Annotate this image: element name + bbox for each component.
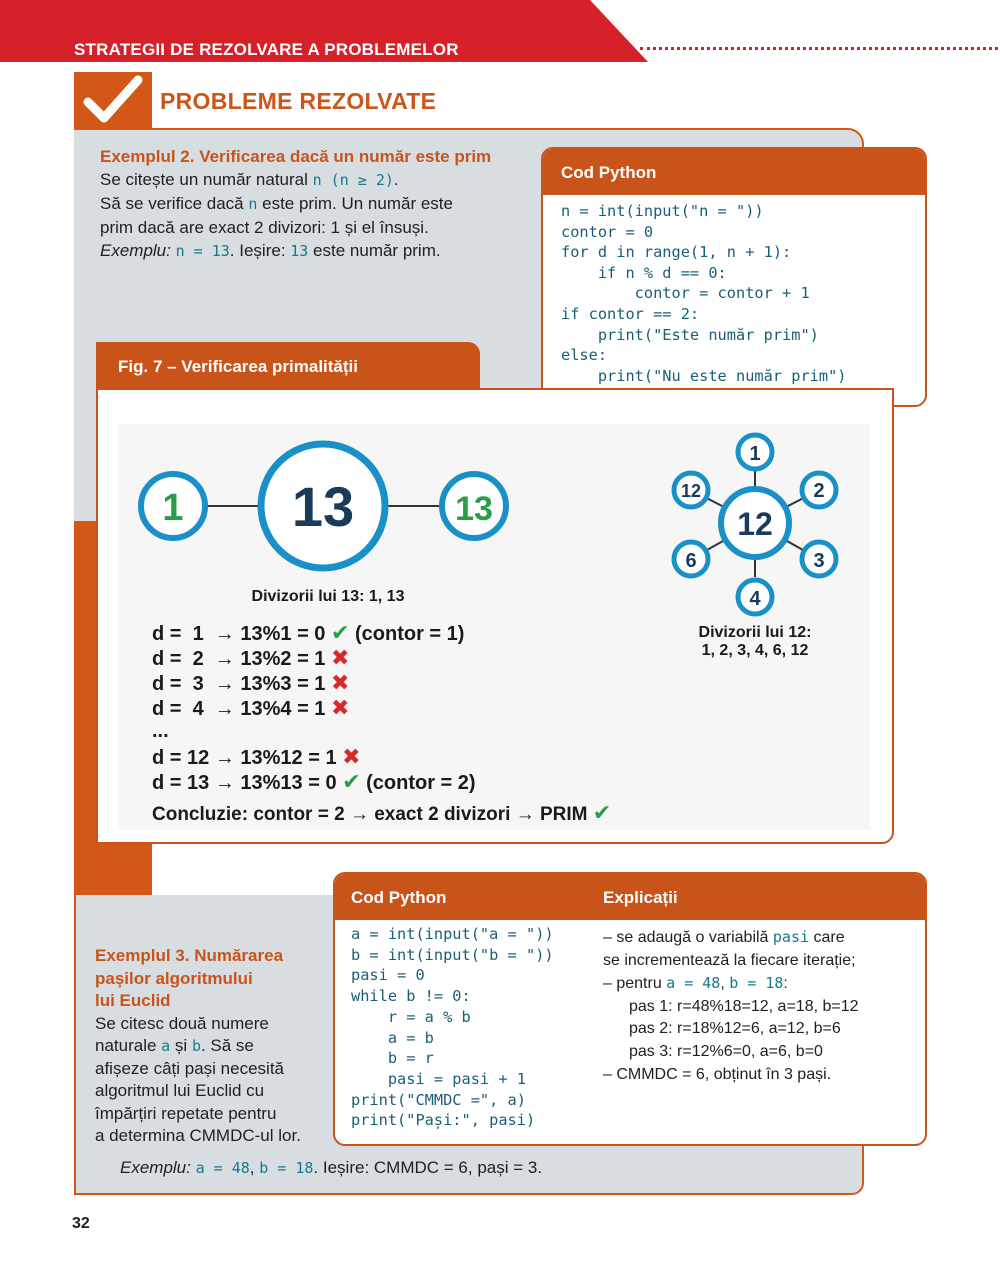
python-code-2 [351, 924, 554, 1131]
explanations-title: Explicații [603, 888, 678, 907]
code-line: for d in range(1, n + 1): [561, 243, 792, 262]
box-header [335, 874, 925, 920]
code-line: a = int(input("a = ")) [351, 925, 554, 943]
step-line: pas 3: r=12%6=0, a=6, b=0 [629, 1042, 823, 1060]
trace-line: d = 2 → 13%2 = 1 ✖ [152, 645, 350, 670]
figure-illustration [118, 424, 870, 830]
example2-line: Se citește un număr natural n (n ≥ 2). [100, 170, 399, 189]
step-line: pas 1: r=48%18=12, a=18, b=12 [629, 997, 859, 1015]
conclusion-line: Concluzie: contor = 2 → exact 2 divizori → PRIM ✔ [152, 800, 612, 825]
page-number: 32 [72, 1215, 90, 1232]
divisor-label: 1 [162, 487, 184, 529]
code-line: else: [561, 346, 608, 365]
code-line: contor = 0 [561, 222, 654, 241]
explanations-text: – se adaugă o variabilă pasi care se incrementează la fiecare iterație; – pentru a = 48, b = 18: pas 1: r=48%18=12, a=18, b=12 pas 2: r=18%12=6, a=12, b=6 pas 3: r=12%6=0, a=6, b=0 – CMMDC = 6, obținut în 3 pași. [603, 926, 921, 1086]
section-icon-box [74, 72, 152, 130]
inline-code: b = 18 [729, 974, 784, 993]
example2-line: Să se verifice dacă n este prim. Un număr este [100, 194, 453, 213]
inline-code: 13 [290, 242, 309, 260]
divisor-label: 12 [680, 481, 702, 501]
code-line: while b != 0: [351, 987, 471, 1006]
step-line: pas 2: r=18%12=6, a=12, b=6 [629, 1020, 841, 1038]
header-divider [640, 47, 998, 50]
checkmark-icon [74, 72, 152, 130]
section-title: PROBLEME REZOLVATE [160, 88, 437, 114]
divisor-label: 4 [749, 588, 761, 610]
inline-code: n = 13 [175, 242, 230, 260]
code-line: print("Este număr prim") [561, 325, 819, 344]
code-line: print("Nu este număr prim") [561, 366, 847, 385]
code-line: if n % d == 0: [561, 263, 727, 282]
example3-title: Exemplul 3. Numărarea pașilor algoritmului lui Euclid [95, 946, 284, 1010]
trace-line: ... [152, 720, 169, 742]
inline-code: a [161, 1037, 171, 1055]
inline-code: b = 18 [259, 1159, 314, 1177]
example2-example: Exemplu: n = 13. Ieșire: 13 este număr prim. [100, 241, 441, 260]
trace-line: d = 3 → 13%3 = 1 ✖ [152, 670, 350, 695]
trace-line: d = 1 → 13%1 = 0 ✔ (contor = 1) [152, 620, 465, 645]
code-line: n = int(input("n = ")) [561, 202, 764, 220]
code-line: b = r [351, 1049, 434, 1068]
code-line: print("CMMDC =", a) [351, 1090, 526, 1109]
code-line: r = a % b [351, 1007, 471, 1026]
code-explanation-box [333, 872, 927, 1146]
example2-text [100, 145, 530, 263]
divisor-label: 6 [685, 550, 697, 572]
code-line: if contor == 2: [561, 304, 700, 323]
divisor-label: 2 [813, 480, 825, 502]
python-box-title: Cod Python [351, 888, 447, 907]
divisors-13-label: Divizorii lui 13: 1, 13 [251, 588, 405, 605]
code-line: pasi = 0 [351, 966, 425, 985]
cross-icon: ✖ [331, 670, 350, 695]
cross-icon: ✖ [342, 744, 361, 769]
example3-example: Exemplu: a = 48, b = 18. Ieșire: CMMDC = 6, pași = 3. [120, 1158, 543, 1177]
python-box-title: Cod Python [543, 149, 925, 195]
cross-icon: ✖ [331, 645, 350, 670]
check-icon: ✔ [331, 620, 350, 645]
code-line: a = b [351, 1028, 434, 1047]
number-label: 13 [291, 475, 355, 538]
inline-code: n (n ≥ 2) [312, 171, 394, 189]
check-icon: ✔ [342, 769, 361, 794]
number-label: 12 [737, 506, 773, 542]
example2-title: Exemplul 2. Verificarea dacă un număr este prim [100, 147, 492, 166]
example3-text: Exemplul 3. Numărarea pașilor algoritmului lui Euclid Se citesc două numere naturale a și b. Să se afișeze câți pași necesită algoritmul lui Euclid cu împărțiri repetate pentru a determina CMMDC-ul lor. [95, 945, 330, 1148]
divisors-12-label: Divizorii lui 12: 1, 2, 3, 4, 6, 12 [698, 624, 812, 659]
inline-code: a = 48 [666, 974, 721, 993]
python-code-1 [543, 195, 925, 386]
inline-code: a = 48 [195, 1159, 250, 1177]
trace-line: d = 4 → 13%4 = 1 ✖ [152, 695, 350, 720]
inline-code: b [191, 1037, 201, 1055]
inline-code: pasi [772, 928, 810, 946]
trace-line: d = 13 → 13%13 = 0 ✔ (contor = 2) [152, 769, 476, 794]
inline-code: n [248, 195, 258, 213]
check-icon: ✔ [592, 800, 612, 825]
figure-caption: Fig. 7 – Verificarea primalității [96, 342, 480, 390]
code-line: print("Pași:", pasi) [351, 1111, 536, 1130]
code-line: contor = contor + 1 [561, 284, 810, 303]
divisor-label: 13 [455, 490, 493, 528]
cross-icon: ✖ [331, 695, 350, 720]
python-code-box-1 [541, 147, 927, 407]
header-title: STRATEGII DE REZOLVARE A PROBLEMELOR [74, 40, 459, 59]
divisor-label: 3 [813, 550, 825, 572]
trace-line: d = 12 → 13%12 = 1 ✖ [152, 744, 361, 769]
code-line: b = int(input("b = ")) [351, 945, 554, 964]
example2-line: prim dacă are exact 2 divizori: 1 și el însuși. [100, 218, 429, 237]
code-line: pasi = pasi + 1 [351, 1069, 526, 1088]
divisor-label: 1 [749, 443, 761, 465]
